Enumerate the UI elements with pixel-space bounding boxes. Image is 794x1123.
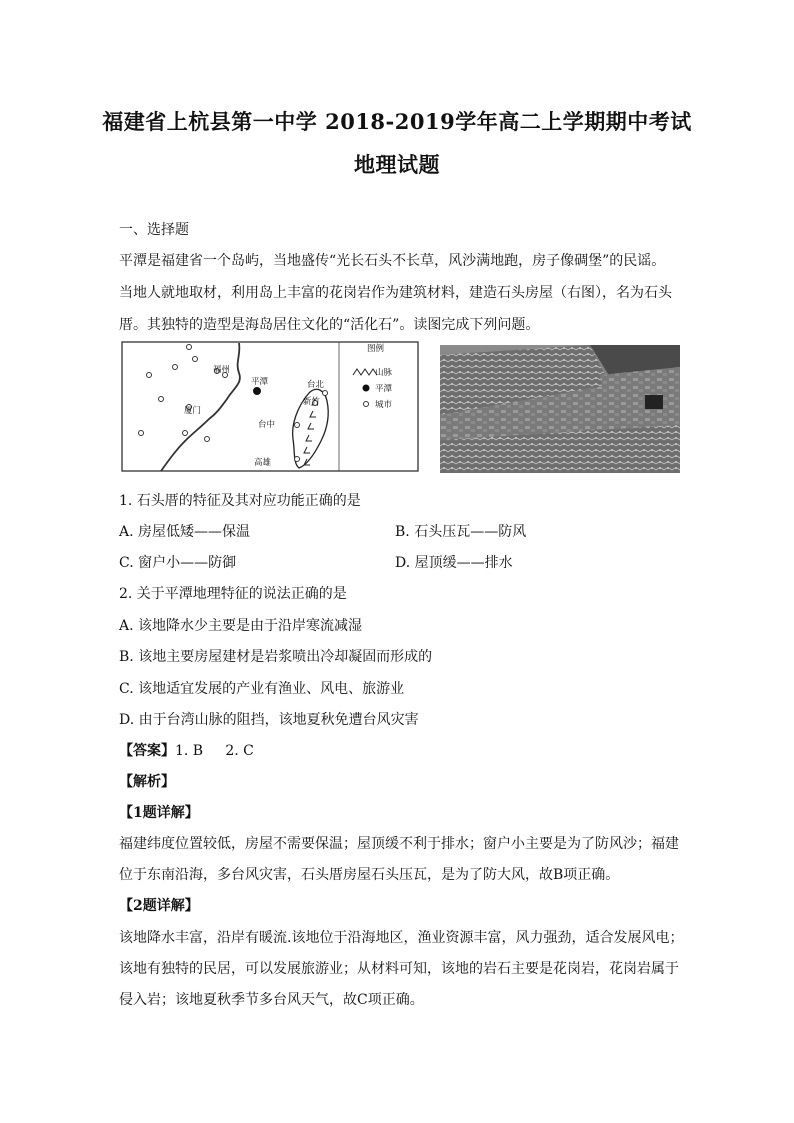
legend-city-icon: [364, 402, 369, 407]
city-marker: [159, 397, 164, 402]
question-1-stem: 1. 石头厝的特征及其对应功能正确的是: [119, 493, 361, 509]
legend-city-label: 城市: [375, 400, 393, 410]
analysis-q1-line-2: 位于东南沿海，多台风灾害，石头厝房屋石头压瓦，是为了防大风，故B项正确。: [119, 867, 620, 883]
analysis-q2-line-2: 该地有独特的民居，可以发展旅游业；从材料可知，该地的岩石主要是花岗岩，花岗岩属于: [119, 961, 679, 977]
question-2-option-d[interactable]: D. 由于台湾山脉的阻挡，该地夏秋免遭台风灾害: [119, 712, 419, 728]
intro-line-2: 当地人就地取材，利用岛上丰富的花岗岩作为建筑材料，建造石头房屋（右图），名为石头: [119, 285, 672, 301]
label-taizhong: 台中: [258, 420, 276, 430]
legend-pingtan-icon: [363, 385, 370, 392]
label-fuzhou: 福州: [213, 365, 231, 375]
city-marker: [147, 373, 152, 378]
city-marker-taizhong: [295, 423, 300, 428]
label-taibei: 台北: [307, 380, 325, 390]
label-xinzhu: 新竹: [303, 397, 321, 407]
city-marker: [173, 365, 178, 370]
analysis-q2-label: 【2题详解】: [119, 898, 199, 914]
stone-house-photo: [440, 345, 680, 473]
question-1-option-d[interactable]: D. 屋顶缓——排水: [395, 555, 513, 571]
answer-text: 1. B 2. C: [175, 743, 254, 759]
document-title-line2: 地理试题: [354, 152, 440, 177]
city-marker-taibei: [323, 391, 328, 396]
document-title-line1: 福建省上杭县第一中学 2018-2019学年高二上学期期中考试: [102, 109, 692, 134]
city-marker-xiamen: [205, 437, 210, 442]
map-frame: [122, 342, 418, 471]
label-gaoxiong: 高雄: [254, 458, 272, 468]
question-1-option-b[interactable]: B. 石头压瓦——防风: [395, 524, 527, 540]
answer-label: 【答案】: [119, 743, 175, 759]
analysis-q2-line-3: 侵入岩；该地夏秋季节多台风天气，故C项正确。: [119, 992, 424, 1008]
section-heading: 一、选择题: [119, 222, 189, 238]
question-2-option-c[interactable]: C. 该地适宜发展的产业有渔业、风电、旅游业: [119, 681, 405, 697]
city-marker: [183, 431, 188, 436]
analysis-q2-line-1: 该地降水丰富，沿岸有暖流.该地位于沿海地区，渔业资源丰富，风力强劲，适合发展风电；: [119, 930, 684, 946]
label-xiamen: 厦门: [184, 406, 202, 416]
city-marker: [187, 345, 192, 350]
city-marker: [139, 431, 144, 436]
label-pingtan: 平潭: [251, 377, 269, 387]
analysis-q1-line-1: 福建纬度位置较低，房屋不需要保温；屋顶缓不利于排水；窗户小主要是为了防风沙；福建: [119, 836, 679, 852]
legend-title: 图例: [367, 344, 385, 354]
question-1-option-a[interactable]: A. 房屋低矮——保温: [119, 524, 251, 540]
intro-line-1: 平潭是福建省一个岛屿，当地盛传“光长石头不长草，风沙满地跑，房子像碉堡”的民谣。: [119, 253, 666, 269]
analysis-q1-label: 【1题详解】: [119, 805, 199, 821]
question-2-option-a[interactable]: A. 该地降水少主要是由于沿岸寒流减湿: [119, 618, 363, 634]
pingtan-marker: [253, 387, 261, 395]
question-2-stem: 2. 关于平潭地理特征的说法正确的是: [119, 586, 347, 602]
city-marker: [193, 357, 198, 362]
city-marker-gaoxiong: [295, 457, 300, 462]
analysis-label: 【解析】: [119, 774, 175, 790]
answer-line: [119, 740, 254, 760]
intro-line-3: 厝。其独特的造型是海岛居住文化的“活化石”。读图完成下列问题。: [119, 317, 540, 333]
fujian-taiwan-map: [121, 341, 419, 472]
question-2-option-b[interactable]: B. 该地主要房屋建材是岩浆喷出冷却凝固而形成的: [119, 649, 433, 665]
legend-mountain-label: 山脉: [375, 368, 393, 378]
question-1-option-c[interactable]: C. 窗户小——防御: [119, 555, 237, 571]
legend-pingtan-label: 平潭: [375, 384, 393, 394]
house-window: [645, 395, 663, 409]
